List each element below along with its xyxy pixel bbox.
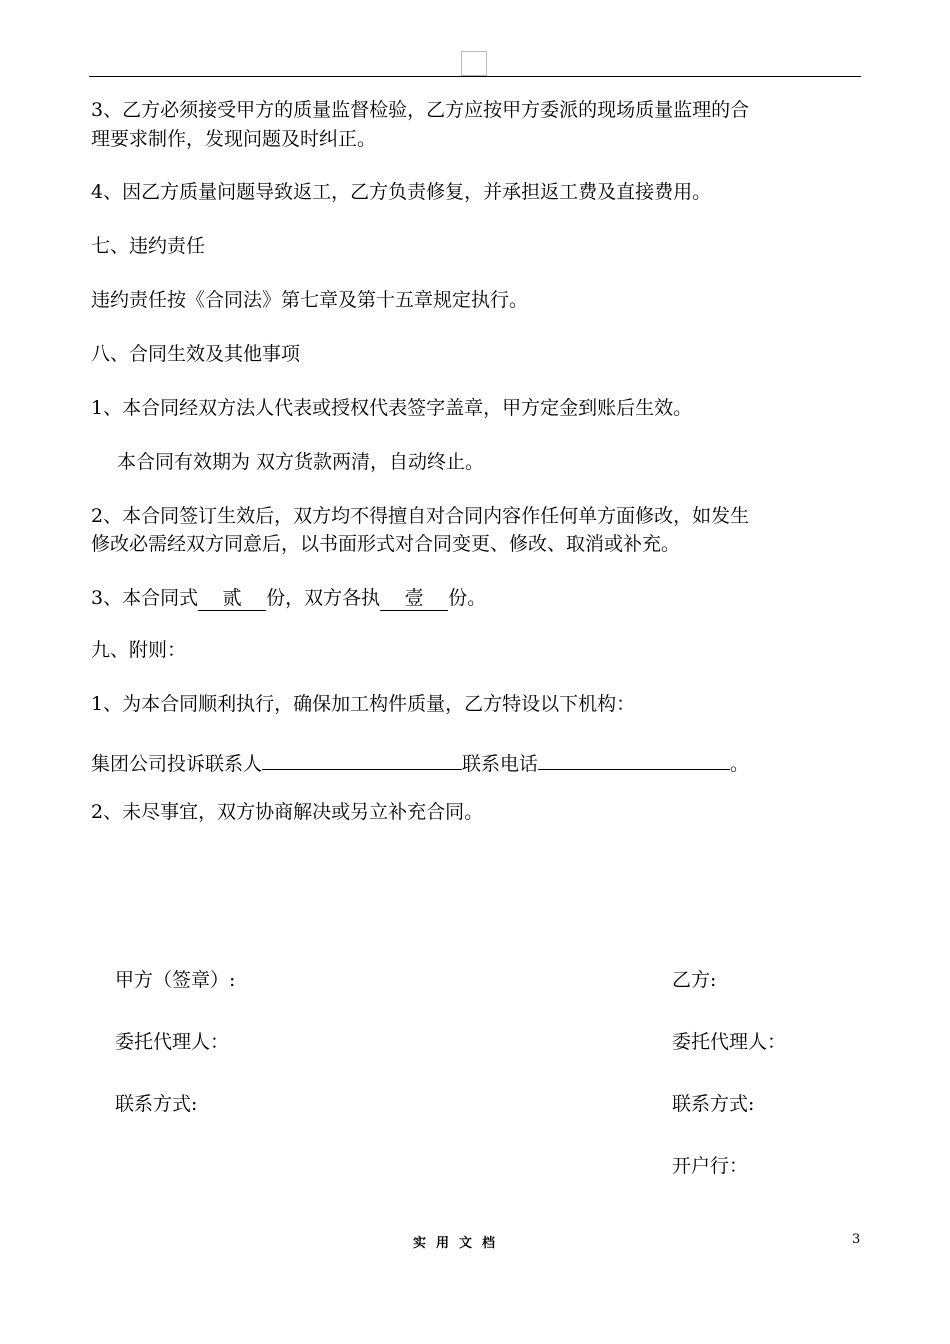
- clause-3-line-2: 理要求制作，发现问题及时纠正。: [91, 128, 377, 150]
- clause-3-line-1: 3、乙方必须接受甲方的质量监督检验，乙方应按甲方委派的现场质量监理的合: [91, 99, 750, 121]
- copies-prefix: 3、本合同式: [91, 587, 199, 609]
- contact-person-field[interactable]: [262, 745, 462, 770]
- section-8-item-3: [91, 585, 486, 612]
- party-a-contact: 联系方式:: [115, 1093, 198, 1115]
- section-7-heading: 七、违约责任: [91, 235, 206, 257]
- section-9-heading: 九、附则：: [91, 639, 187, 661]
- section-9-item-1: 1、为本合同顺利执行，确保加工构件质量，乙方特设以下机构：: [91, 693, 636, 715]
- party-b-agent: 委托代理人：: [672, 1031, 787, 1053]
- contact-line-end: 。: [730, 753, 750, 775]
- header-rule: [89, 76, 861, 77]
- section-8-item-1: 1、本合同经双方法人代表或授权代表签字盖章，甲方定金到账后生效。: [91, 397, 693, 419]
- contact-person-label: 集团公司投诉联系人: [91, 753, 263, 775]
- footer-label: 实用文档: [413, 1236, 506, 1251]
- clause-4: 4、因乙方质量问题导致返工，乙方负责修复，并承担返工费及直接费用。: [91, 181, 712, 203]
- page-number: 3: [852, 1232, 861, 1247]
- section-8-heading: 八、合同生效及其他事项: [91, 343, 301, 365]
- section-9-item-2: 2、未尽事宜，双方协商解决或另立补充合同。: [91, 801, 484, 823]
- copies-suffix: 份。: [448, 587, 487, 609]
- party-a-title: 甲方（签章）:: [115, 969, 236, 991]
- contact-phone-field[interactable]: [538, 745, 730, 770]
- contact-phone-label: 联系电话: [462, 753, 539, 775]
- complaint-contact-line: [91, 745, 749, 778]
- copies-mid: 份，双方各执: [266, 587, 381, 609]
- section-8-item-2-line-1: 2、本合同签订生效后，双方均不得擅自对合同内容作任何单方面修改，如发生: [91, 505, 750, 527]
- validity-statement: 本合同有效期为 双方货款两清，自动终止。: [117, 451, 485, 473]
- party-b-title: 乙方:: [672, 969, 717, 991]
- party-b-bank: 开户行：: [672, 1155, 749, 1177]
- section-8-item-2-line-2: 修改必需经双方同意后，以书面形式对合同变更、修改、取消或补充。: [91, 533, 681, 555]
- party-a-agent: 委托代理人：: [115, 1031, 230, 1053]
- section-7-text: 违约责任按《合同法》第七章及第十五章规定执行。: [91, 289, 529, 311]
- header-marker-box: [461, 51, 487, 76]
- copies-each-field[interactable]: 壹: [380, 586, 448, 611]
- party-b-contact: 联系方式:: [672, 1093, 755, 1115]
- copies-total-field[interactable]: 贰: [198, 586, 266, 611]
